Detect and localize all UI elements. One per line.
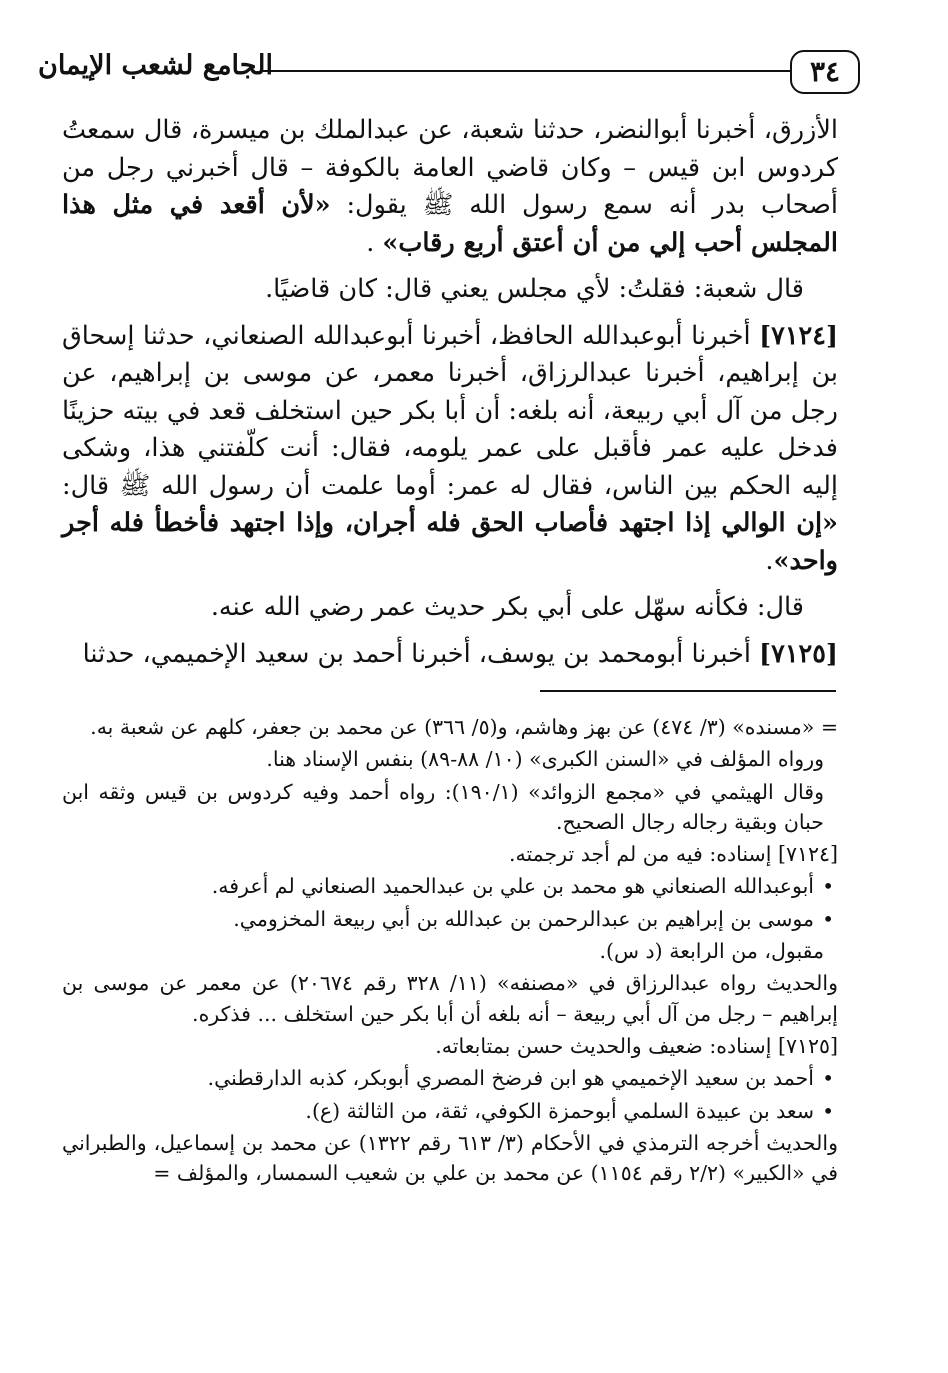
footnote-separator: [540, 690, 836, 692]
header-rule: [260, 70, 791, 72]
footnote-line: والحديث أخرجه الترمذي في الأحكام (٣/ ٦١٣ رقم ١٣٢٢) عن محمد بن إسماعيل، والطبراني في «الكبير» (٢/٢ رقم ١١٥٤) عن محمد بن علي بن شعيب السمسار، والمؤلف =: [62, 1130, 838, 1186]
paragraph-text: الأزرق، أخبرنا أبوالنضر، حدثنا شعبة، عن عبدالملك بن ميسرة، قال سمعتُ كردوس ابن قيس – وكان قاضي العامة بالكوفة – قال أخبرني رجل من أصحاب بدر أنه سمع رسول الله ﷺ يقول:: [62, 115, 839, 220]
footnote-number: [٧١٢٥]: [777, 1033, 838, 1058]
book-title: الجامع لشعب الإيمان: [38, 50, 273, 81]
period: .: [366, 227, 375, 258]
footnote-number: [٧١٢٤]: [777, 842, 838, 867]
footnote-bullet: • أحمد بن سعيد الإخميمي هو ابن فرضخ المصري أبوبكر، كذبه الدارقطني.: [62, 1063, 838, 1093]
page-number: ٣٤: [790, 50, 860, 94]
hadith-quote: «إن الوالي إذا اجتهد فأصاب الحق فله أجران، وإذا اجتهد فأخطأ فله أجر واحد»: [62, 508, 838, 576]
footnote-7124: [62, 839, 838, 869]
period: .: [765, 545, 774, 576]
paragraph-hadith-continuation: [62, 112, 838, 262]
footnote-7125: [62, 1031, 838, 1061]
hadith-chain: أخبرنا أبوعبدالله الحافظ، أخبرنا أبوعبدالله الصنعاني، حدثنا إسحاق بن إبراهيم، أخبرنا عبدالرزاق، أخبرنا معمر، عن موسى بن إبراهيم، عن رجل من آل أبي ربيعة، أنه بلغه: أن أبا بكر حين استخلف قعد في بيته حزينًا فدخل عليه عمر فأقبل على عمر يلومه، فقال: أنت كلّفتني هذا، وشكى إليه الحكم بين الناس، فقال له عمر: أوما علمت أن رسول الله ﷺ قال:: [62, 320, 838, 501]
hadith-number: [٧١٢٤]: [759, 320, 839, 351]
page-header: [30, 42, 920, 102]
main-text: [62, 112, 838, 682]
footnote-text: إسناده: فيه من لم أجد ترجمته.: [508, 842, 772, 867]
footnote-bullet: • سعد بن عبيدة السلمي أبوحمزة الكوفي، ثقة، من الثالثة (ع).: [62, 1096, 838, 1126]
hadith-number: [٧١٢٥]: [759, 638, 838, 669]
footnote-bullet: • أبوعبدالله الصنعاني هو محمد بن علي بن عبدالحميد الصنعاني لم أعرفه.: [62, 871, 838, 901]
footnote-text: إسناده: ضعيف والحديث حسن بمتابعاته.: [435, 1033, 772, 1058]
footnote-line: والحديث رواه عبدالرزاق في «مصنفه» (١١/ ٣٢٨ رقم ٢٠٦٧٤) عن معمر عن موسى بن إبراهيم – رجل من آل أبي ربيعة – أنه بلغه أن أبا بكر حين استخلف ... فذكره.: [62, 971, 838, 1026]
hadith-chain: أخبرنا أبومحمد بن يوسف، أخبرنا أحمد بن سعيد الإخميمي، حدثنا: [82, 638, 751, 669]
footnotes: [62, 712, 838, 1190]
footnote-bullet: • موسى بن إبراهيم بن عبدالرحمن بن عبدالله بن أبي ربيعة المخزومي.: [62, 904, 838, 934]
footnote-line: وقال الهيثمي في «مجمع الزوائد» (١٩٠/١): رواه أحمد وفيه كردوس بن قيس وثقه ابن حبان وبقية رجاله رجال الصحيح.: [62, 779, 824, 834]
paragraph-comment: قال: فكأنه سهّل على أبي بكر حديث عمر رضي الله عنه.: [210, 592, 804, 622]
footnote-line: ورواه المؤلف في «السنن الكبرى» (١٠/ ٨٨-٨٩) بنفس الإسناد هنا.: [266, 747, 824, 772]
hadith-7125: [62, 636, 838, 674]
footnote-line: = «مسنده» (٣/ ٤٧٤) عن بهز وهاشم، و(٥/ ٣٦٦) عن محمد بن جعفر، كلهم عن شعبة به.: [90, 715, 838, 739]
paragraph-shuba-note: قال شعبة: فقلتُ: لأي مجلس يعني قال: كان قاضيًا.: [265, 274, 804, 304]
footnote-line: مقبول، من الرابعة (د س).: [599, 939, 824, 964]
hadith-quote: «لأن أقعد في مثل هذا المجلس أحب إلي من أن أعتق أربع رقاب»: [62, 190, 838, 258]
hadith-7124: [62, 318, 838, 581]
